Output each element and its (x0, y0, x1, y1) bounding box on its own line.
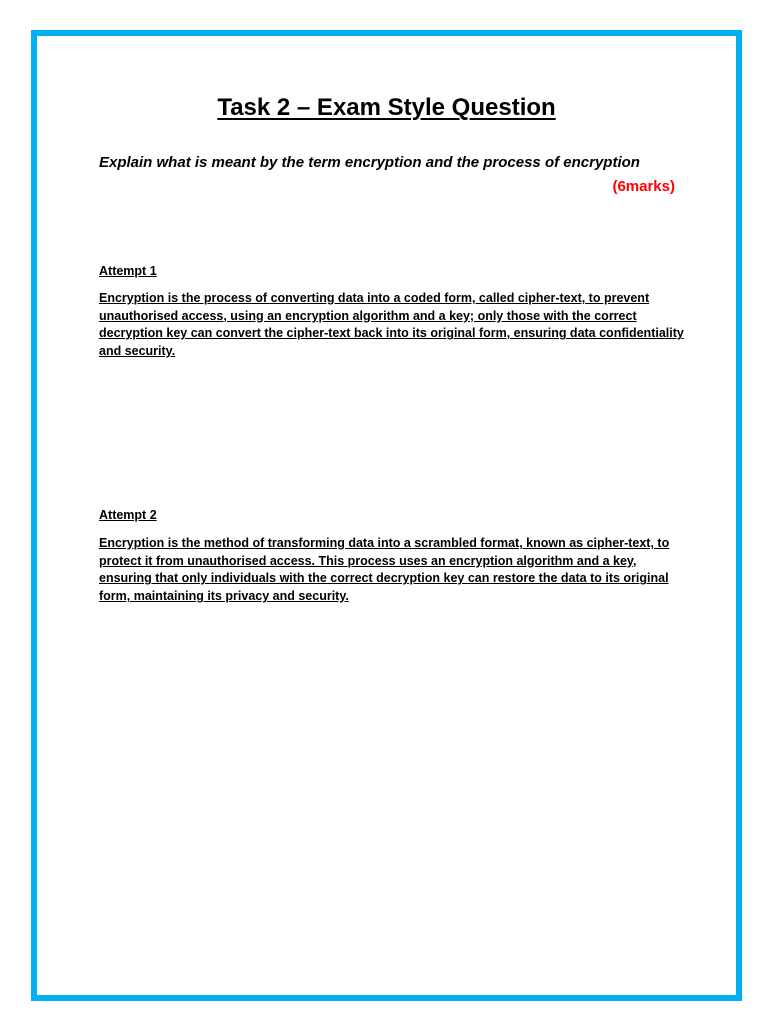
attempt-2-answer: Encryption is the method of transforming data into a scrambled format, known as cipher-text, to protect it from unauthorised access. This process uses an encryption algorithm and a key, ensuring that only individuals with the correct decryption key can restore the data to its original form, maintaining its privacy and security. (99, 536, 670, 604)
question-prompt: Explain what is meant by the term encryption and the process of encryption (99, 154, 640, 171)
page-title: Task 2 – Exam Style Question (217, 94, 556, 121)
attempt-2-heading: Attempt 2 (99, 508, 157, 522)
page-frame (31, 30, 742, 1001)
marks-label: (6marks) (612, 178, 675, 195)
attempt-1-heading: Attempt 1 (99, 264, 157, 278)
attempt-1-answer: Encryption is the process of converting data into a coded form, called cipher-text, to prevent unauthorised access, using an encryption algorithm and a key; only those with the correct decryption key can convert the cipher-text back into its original form, ensuring data confidentiality and security. (99, 291, 684, 359)
